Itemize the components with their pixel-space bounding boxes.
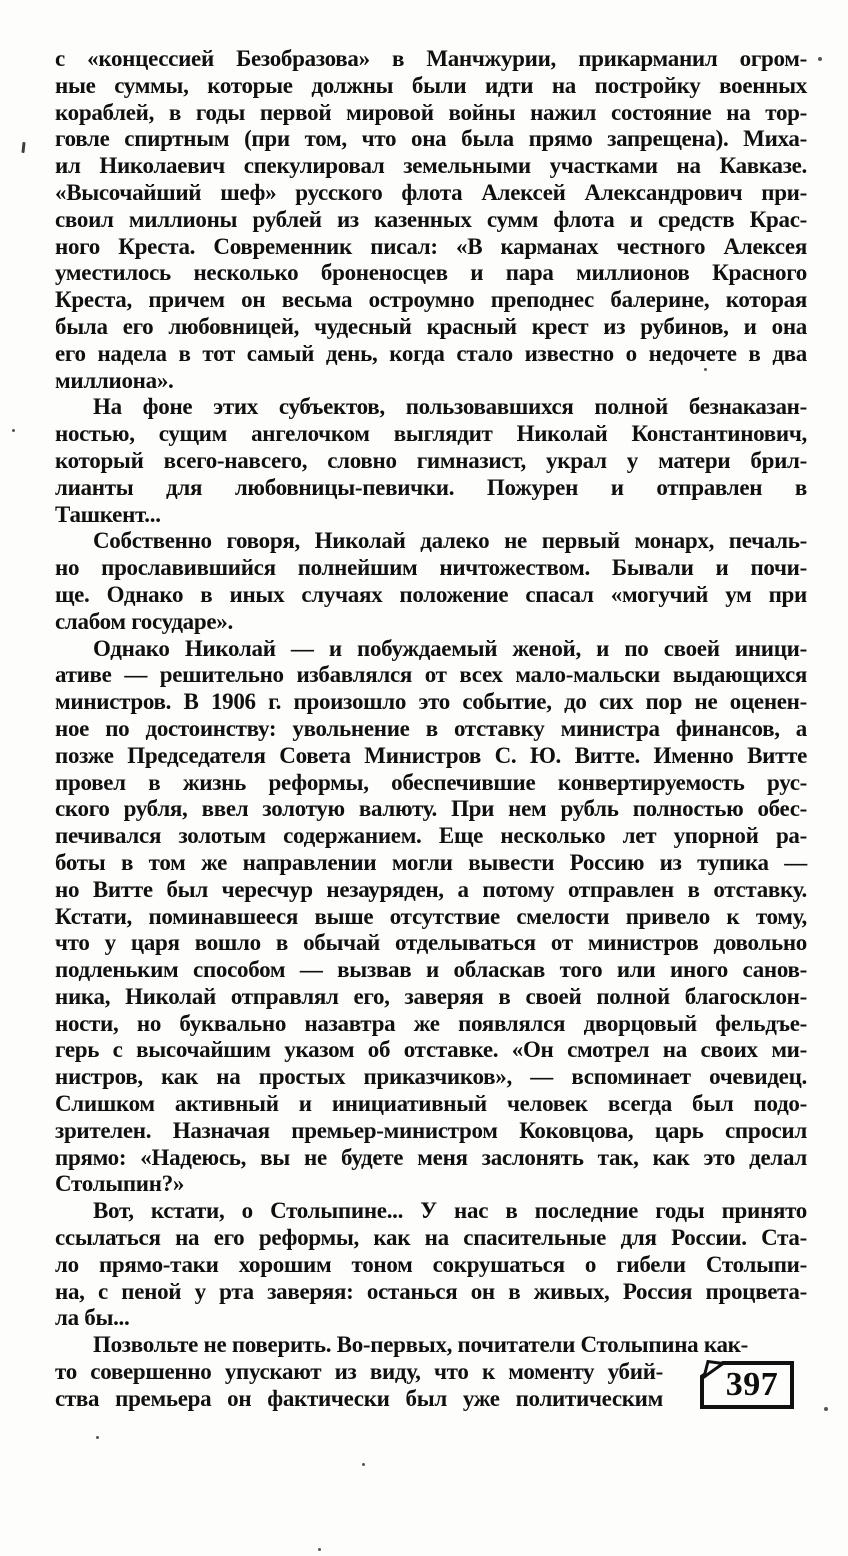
text-line: но прославившийся полнейшим ничтожеством. Бывали и почи-: [55, 555, 807, 581]
text-line: Вот, кстати, о Столыпине... У нас в последние годы принято: [93, 1198, 807, 1224]
text-line: то совершенно упускают из виду, что к моменту убий-: [55, 1359, 663, 1385]
text-line: ил Николаевич спекулировал земельными участками на Кавказе.: [55, 153, 807, 179]
paragraph-3: [55, 528, 807, 635]
scan-speck: [824, 1407, 828, 1411]
text-line: ативе — решительно избавлялся от всех мало-мальски выдающихся: [55, 662, 807, 688]
scan-tick: [21, 142, 25, 153]
text-line: ные суммы, которые должны были идти на постройку военных: [55, 72, 807, 98]
text-line: ника, Николай отправлял его, заверяя в своей полной благосклон-: [55, 983, 807, 1009]
text-line: говле спиртным (при том, что она была прямо запрещена). Миха-: [55, 126, 807, 152]
text-line: с «концессией Безобразова» в Манчжурии, прикарманил огром-: [55, 46, 807, 71]
scan-speck: [96, 1436, 99, 1439]
text-line: подленьким способом — вызвав и обласкав того или иного санов-: [55, 957, 807, 983]
text-line: зрителен. Назначая премьер-министром Коковцова, царь спросил: [55, 1117, 807, 1143]
text-line: ности, но буквально назавтра же появлялся дворцовый фельдъе-: [55, 1010, 807, 1036]
text-line: Слишком активный и инициативный человек всегда был подо-: [55, 1091, 807, 1117]
page-number-box: [699, 1360, 795, 1410]
scan-speck: [362, 1463, 365, 1466]
scan-speck: [318, 1548, 321, 1551]
text-column: [55, 46, 807, 1413]
paragraph-2: [55, 394, 807, 528]
text-line: ссылаться на его реформы, как на спасительные для России. Ста-: [55, 1225, 807, 1251]
text-line: ского рубля, ввел золотую валюту. При нем рубль полностью обес-: [55, 796, 807, 822]
text-line: была его любовницей, чудесный красный крест из рубинов, и она: [55, 313, 807, 339]
text-line: провел в жизнь реформы, обеспечившие конвертируемость рус-: [55, 769, 807, 795]
text-line: герь с высочайшим указом об отставке. «Он смотрел на своих ми-: [55, 1037, 807, 1063]
text-line: ла бы...: [55, 1305, 130, 1331]
text-line: Позвольте не поверить. Во-первых, почитатели Столыпина как-: [93, 1332, 748, 1358]
text-line: Столыпин?»: [55, 1171, 185, 1197]
text-line: ще. Однако в иных случаях положение спасал «могучий ум при: [55, 581, 807, 607]
paragraph-6: [55, 1332, 807, 1412]
text-line: нистров, как на простых приказчиков», — вспоминает очевидец.: [55, 1064, 807, 1090]
text-line: позже Председателя Совета Министров С. Ю. Витте. Именно Витте: [55, 742, 807, 768]
text-line: Собственно говоря, Николай далеко не первый монарх, печаль-: [93, 528, 807, 554]
text-line: ло прямо-таки хорошим тоном сокрушаться о гибели Столыпи-: [55, 1251, 807, 1277]
text-line: лианты для любовницы-певички. Пожурен и отправлен в: [55, 474, 807, 500]
text-line: что у царя вошло в обычай отделываться от министров довольно: [55, 930, 807, 956]
paragraph-5: [55, 1198, 807, 1332]
text-line: Ташкент...: [55, 501, 161, 527]
text-line: который всего-навсего, словно гимназист, украл у матери брил-: [55, 447, 807, 473]
text-line: ностью, сущим ангелочком выглядит Николай Константинович,: [55, 421, 807, 447]
text-line: ного Креста. Современник писал: «В карманах честного Алексея: [55, 233, 807, 259]
text-line: кораблей, в годы первой мировой войны нажил состояние на тор-: [55, 99, 807, 125]
paragraph-1: [55, 46, 807, 394]
text-line: слабом государе».: [55, 608, 233, 634]
text-line: прямо: «Надеюсь, вы не будете меня заслонять так, как это делал: [55, 1144, 807, 1170]
text-line: боты в том же направлении могли вывести Россию из тупика —: [55, 849, 807, 875]
text-line: Однако Николай — и побуждаемый женой, и по своей иници-: [93, 635, 807, 661]
text-line: «Высочайший шеф» русского флота Алексей Александрович при-: [55, 179, 807, 205]
text-line: печивался золотым содержанием. Еще несколько лет упорной ра-: [55, 823, 807, 849]
text-line: министров. В 1906 г. произошло это событие, до сих пор не оценен-: [55, 689, 807, 715]
text-line: Кстати, поминавшееся выше отсутствие смелости привело к тому,: [55, 903, 807, 929]
text-line: но Витте был чересчур незауряден, а потому отправлен в отставку.: [55, 876, 807, 902]
text-line: своил миллионы рублей из казенных сумм флота и средств Крас-: [55, 206, 807, 232]
text-line: миллиона».: [55, 367, 174, 393]
text-line: На фоне этих субъектов, пользовавшихся полной безнаказан-: [93, 394, 807, 420]
scan-speck: [818, 57, 822, 61]
text-line: ное по достоинству: увольнение в отставку министра финансов, а: [55, 715, 807, 741]
text-line: Креста, причем он весьма остроумно преподнес балерине, которая: [55, 287, 807, 313]
text-line: его надела в тот самый день, когда стало известно о недочете в два: [55, 340, 807, 366]
text-line: уместилось несколько броненосцев и пара миллионов Красного: [55, 260, 807, 286]
page-number: 397: [725, 1365, 779, 1403]
text-line: на, с пеной у рта заверяя: останься он в живых, Россия процвета-: [55, 1278, 807, 1304]
text-line: ства премьера он фактически был уже политическим: [55, 1385, 663, 1411]
scan-speck: [12, 429, 15, 432]
paragraph-4: [55, 636, 807, 1199]
